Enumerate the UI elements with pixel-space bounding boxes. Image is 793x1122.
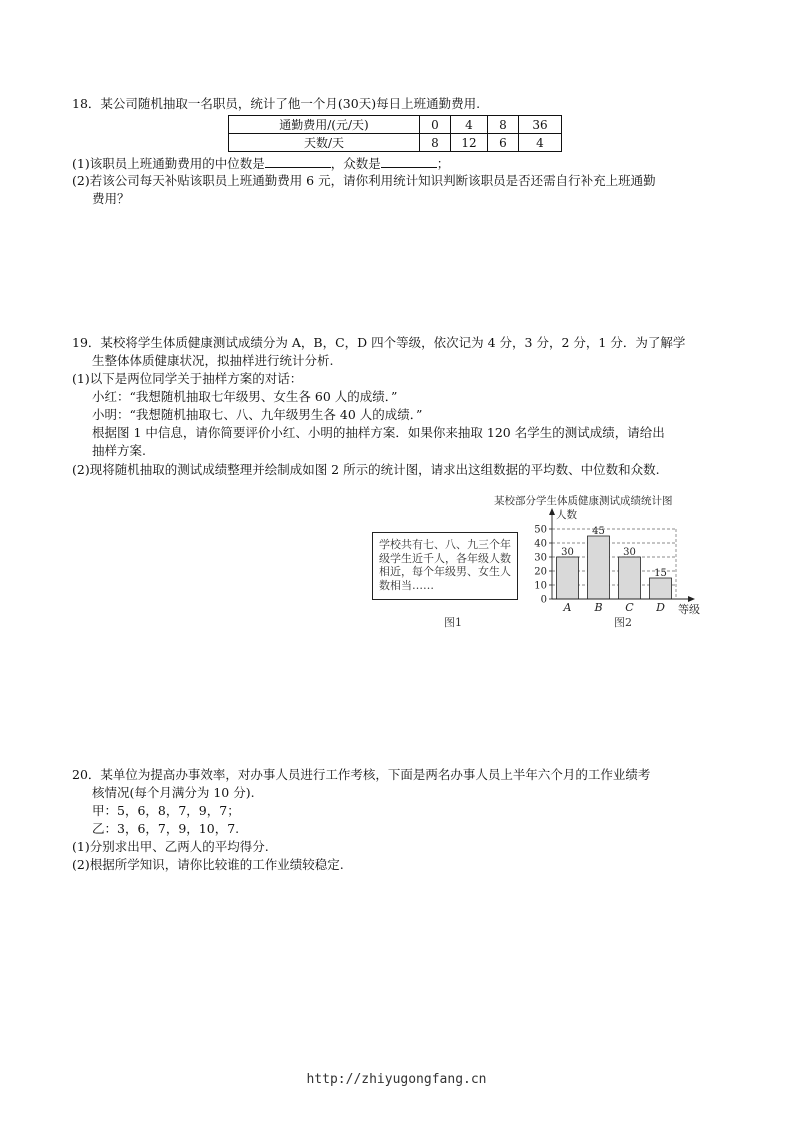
bar-value-label: 45	[592, 526, 605, 537]
q18-part1	[72, 155, 449, 172]
q18-part2-line1: (2)若该公司每天补贴该职员上班通勤费用 6 元，请你利用统计知识判断该职员是否还需自行补充上班通勤	[72, 173, 656, 188]
q19-stem-line2: 生整体体质健康状况，拟抽样进行统计分析.	[92, 353, 334, 368]
table-header-days: 天数/天	[229, 134, 420, 152]
q20-part1: (1)分别求出甲、乙两人的平均得分.	[72, 839, 269, 854]
y-axis-label: 人数	[556, 509, 577, 521]
q19-part1: (1)以下是两位同学关于抽样方案的对话：	[72, 371, 303, 386]
table-cell: 4	[519, 134, 562, 152]
q19-part1-task-line2: 抽样方案.	[92, 443, 146, 458]
q20-part2: (2)根据所学知识，请你比较谁的工作业绩较稳定.	[72, 857, 344, 872]
q18-stem: 18．某公司随机抽取一名职员，统计了他一个月(30天)每日上班通勤费用.	[72, 96, 481, 111]
y-tick-label: 30	[534, 552, 547, 564]
table-row	[229, 116, 562, 134]
figure2-caption: 图2	[614, 616, 632, 629]
y-axis-arrow	[549, 508, 555, 515]
figure1-caption: 图1	[444, 616, 462, 629]
q19-part1-task-line1: 根据图 1 中信息，请你简要评价小红、小明的抽样方案．如果你来抽取 120 名学生的测试成绩，请给出	[92, 425, 665, 440]
q18-part2-line2: 费用？	[92, 191, 130, 206]
y-tick-label: 50	[534, 524, 547, 536]
bar-value-label: 30	[561, 547, 574, 558]
x-tick-label: D	[656, 601, 665, 614]
q19-part2: (2)现将随机抽取的测试成绩整理并绘制成如图 2 所示的统计图，请求出这组数据的平均数、中位数和众数.	[72, 462, 660, 477]
table-cell: 0	[420, 116, 451, 134]
table-cell: 12	[451, 134, 488, 152]
q20-jia-scores: 甲：5，6，8，7，9，7；	[92, 803, 240, 818]
x-tick-label: C	[625, 601, 634, 614]
q19-xiaohong: 小红：“我想随机抽取七年级男、女生各 60 人的成绩．”	[92, 389, 398, 404]
table-header-cost: 通勤费用/(元/天)	[229, 116, 420, 134]
table-row	[229, 134, 562, 152]
q18-part1-text-a: (1)该职员上班通勤费用的中位数是	[72, 156, 265, 171]
x-tick-label: B	[594, 601, 603, 614]
table-cell: 8	[420, 134, 451, 152]
y-tick-label: 0	[540, 594, 547, 606]
table-cell: 8	[488, 116, 519, 134]
y-tick-label: 10	[534, 580, 547, 592]
footer-url[interactable]: http://zhiyugongfang.cn	[306, 1072, 487, 1087]
q18-part1-text-b: ，众数是	[330, 156, 381, 171]
median-answer-blank[interactable]	[265, 155, 331, 168]
x-tick-label: A	[563, 601, 572, 614]
x-axis-label: 等级	[678, 603, 700, 616]
x-axis-arrow	[688, 596, 695, 602]
bar	[619, 557, 641, 599]
q19-xiaoming: 小明：“我想随机抽取七、八、九年级男生各 40 人的成绩．”	[92, 407, 423, 422]
q20-stem-line2: 核情况(每个月满分为 10 分).	[92, 785, 255, 800]
figure1-note-box: 学校共有七、八、九三个年级学生近千人，各年级人数相近，每个年级男、女生人数相当……	[372, 532, 518, 600]
bar-value-label: 15	[654, 568, 667, 579]
chart-title: 某校部分学生体质健康测试成绩统计图	[494, 495, 673, 507]
table-cell: 4	[451, 116, 488, 134]
y-tick-label: 20	[534, 566, 547, 578]
grade-bar-chart	[490, 493, 720, 618]
bar	[557, 557, 579, 599]
table-cell: 6	[488, 134, 519, 152]
q20-yi-scores: 乙：3，6，7，9，10，7.	[92, 821, 240, 836]
q18-part1-text-c: ；	[436, 156, 450, 171]
commute-cost-table	[228, 115, 562, 152]
bar	[650, 578, 672, 599]
q19-stem-line1: 19．某校将学生体质健康测试成绩分为 A，B，C，D 四个等级，依次记为 4 分，3 分，2 分，1 分．为了解学	[72, 335, 686, 350]
bar	[588, 536, 610, 599]
q20-stem-line1: 20．某单位为提高办事效率，对办事人员进行工作考核，下面是两名办事人员上半年六个月的工作业绩考	[72, 767, 651, 782]
y-tick-label: 40	[534, 538, 547, 550]
table-cell: 36	[519, 116, 562, 134]
bar-value-label: 30	[623, 547, 636, 558]
mode-answer-blank[interactable]	[381, 155, 437, 168]
